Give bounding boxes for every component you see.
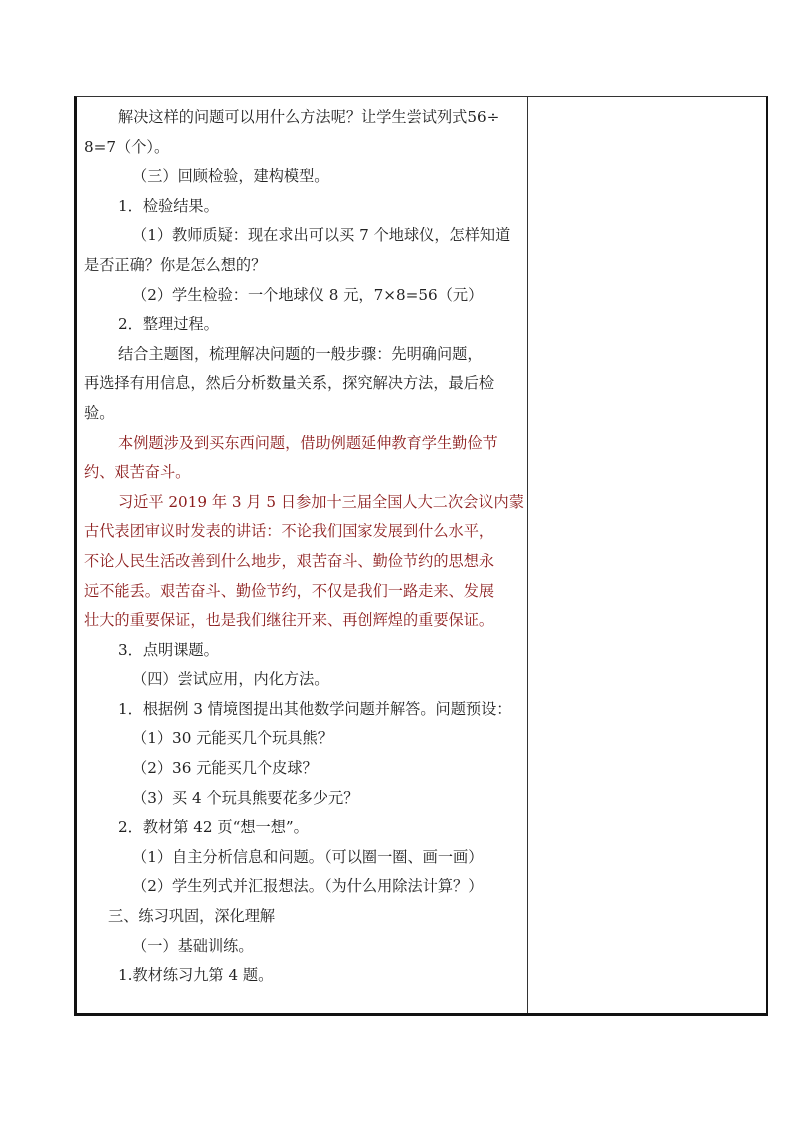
quote-line: 壮大的重要保证，也是我们继往开来、再创辉煌的重要保证。 <box>84 611 495 630</box>
text-line: 验。 <box>84 403 115 422</box>
text-line: （1）自主分析信息和问题。（可以圈一圈、画一画） <box>132 847 484 866</box>
text-line: 2．整理过程。 <box>118 315 219 334</box>
text-line: 2．教材第 42 页“想一想”。 <box>118 818 309 837</box>
quote-line: 习近平 2019 年 3 月 5 日参加十三届全国人大二次会议内蒙 <box>118 492 524 511</box>
section-heading: （一）基础训练。 <box>132 936 254 955</box>
text-line: （2）36 元能买几个皮球？ <box>132 759 318 778</box>
text-line: （1）教师质疑：现在求出可以买 7 个地球仪，怎样知道 <box>132 226 511 245</box>
column-divider <box>527 97 528 1013</box>
text-line: 结合主题图，梳理解决问题的一般步骤：先明确问题， <box>118 344 483 363</box>
text-line: （2）学生列式并汇报想法。（为什么用除法计算？） <box>132 877 484 896</box>
moral-education-line: 约、艰苦奋斗。 <box>84 463 191 482</box>
text-line: 是否正确？你是怎么想的？ <box>84 255 267 274</box>
text-line: 1．检验结果。 <box>118 196 219 215</box>
quote-line: 古代表团审议时发表的讲话：不论我们国家发展到什么水平， <box>84 522 495 541</box>
text-line: 1．根据例 3 情境图提出其他数学问题并解答。问题预设： <box>118 699 512 718</box>
text-line: （1）30 元能买几个玩具熊？ <box>132 729 333 748</box>
text-line: 3．点明课题。 <box>118 640 219 659</box>
text-line: （2）学生检验：一个地球仪 8 元，7×8=56（元） <box>132 285 484 304</box>
text-line: 8=7（个）。 <box>84 137 170 156</box>
section-heading: （四）尝试应用，内化方法。 <box>132 670 330 689</box>
text-line: 解决这样的问题可以用什么方法呢？让学生尝试列式56÷ <box>118 108 500 126</box>
text-line: （3）买 4 个玩具熊要花多少元？ <box>132 788 359 807</box>
quote-line: 不论人民生活改善到什么地步，艰苦奋斗、勤俭节约的思想永 <box>84 551 495 570</box>
lesson-plan-table <box>74 96 768 1016</box>
notes-cell <box>529 97 766 1013</box>
text-line: 再选择有用信息，然后分析数量关系，探究解决方法，最后检 <box>84 374 495 393</box>
text-line: 1.教材练习九第 4 题。 <box>118 966 274 985</box>
quote-line: 远不能丢。艰苦奋斗、勤俭节约，不仅是我们一路走来、发展 <box>84 581 495 600</box>
section-heading: （三）回顾检验，建构模型。 <box>132 167 330 186</box>
section-heading: 三、练习巩固，深化理解 <box>108 907 276 926</box>
lesson-content-cell <box>84 103 524 991</box>
moral-education-line: 本例题涉及到买东西问题，借助例题延伸教育学生勤俭节 <box>118 433 498 452</box>
